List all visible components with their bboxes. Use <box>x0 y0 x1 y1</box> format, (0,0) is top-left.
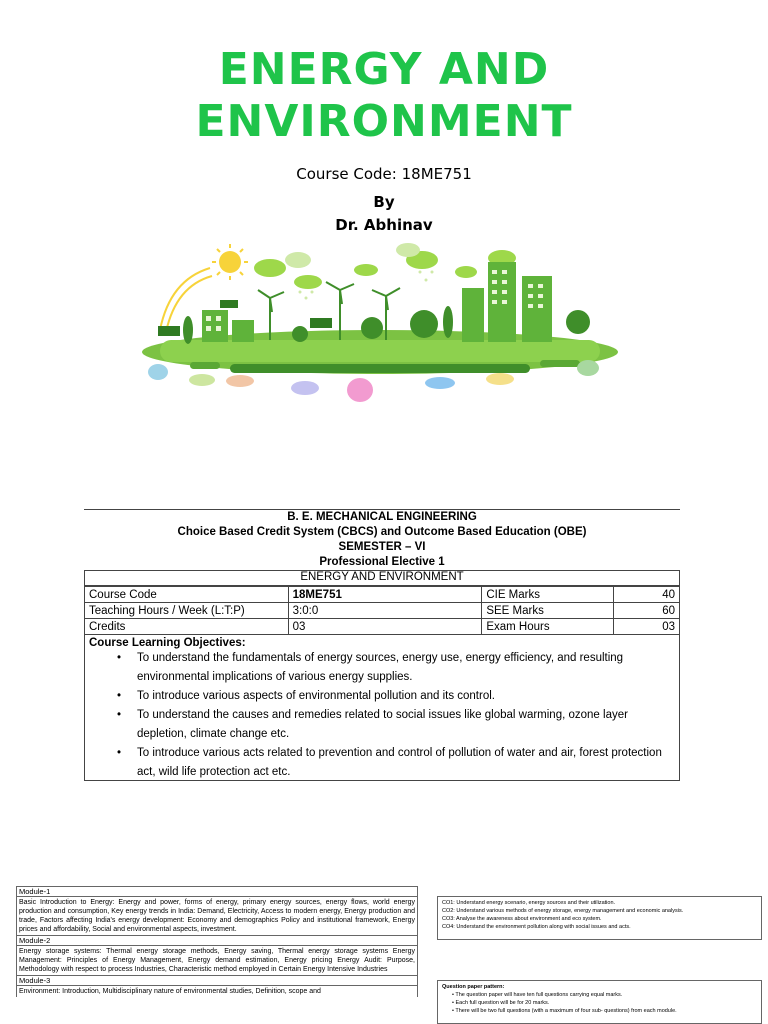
list-item: • There will be two full questions (with a maximum of four sub- questions) from each module. <box>452 1007 757 1015</box>
learning-objectives <box>84 635 680 781</box>
title-line-2: ENVIRONMENT <box>195 96 573 147</box>
semester: SEMESTER – VI <box>338 541 426 553</box>
list-item: • To introduce various acts related to prevention and control of pollution of water and air, forest protection act, wild life protection act etc. <box>117 744 675 782</box>
table-cell: 3:0:0 <box>288 603 482 619</box>
eco-city-illustration <box>140 240 620 410</box>
objectives-title: Course Learning Objectives: <box>89 637 246 649</box>
list-item: • The question paper will have ten full questions carrying equal marks. <box>452 991 757 999</box>
course-code: Course Code: 18ME751 <box>296 165 472 183</box>
list-item: • To understand the fundamentals of energy sources, energy use, energy efficiency, and resulting environmental implications of various energy supplies. <box>117 649 675 687</box>
table-cell: Course Code <box>85 587 289 603</box>
table-cell: 03 <box>614 619 680 635</box>
table-row <box>85 619 680 635</box>
qp-title: Question paper pattern: <box>442 984 505 990</box>
list-item: • To understand the causes and remedies related to social issues like global warming, ozone layer depletion, climate change etc. <box>117 706 675 744</box>
module-body: Environment: Introduction, Multidisciplinary nature of environmental studies, Definition, scope and <box>16 986 418 997</box>
elective: Professional Elective 1 <box>319 556 445 568</box>
list-item: CO1: Understand energy scenario, energy sources and their utilization. <box>442 900 616 906</box>
syllabus-table <box>84 509 680 787</box>
table-cell: Credits <box>85 619 289 635</box>
table-row <box>85 603 680 619</box>
scheme-name: Choice Based Credit System (CBCS) and Outcome Based Education (OBE) <box>177 526 587 538</box>
list-item: • Each full question will be for 20 marks. <box>452 999 757 1007</box>
question-paper-pattern <box>437 980 762 1024</box>
course-info-table <box>84 586 680 635</box>
list-item: CO3: Analyse the awareness about environment and eco system. <box>442 916 602 922</box>
title-line-1: ENERGY AND <box>218 44 550 95</box>
list-item: • To introduce various aspects of environmental pollution and its control. <box>117 687 675 706</box>
table-row <box>85 587 680 603</box>
by-label: By <box>373 193 395 211</box>
module-heading: Module-1 <box>16 886 418 897</box>
table-cell: Exam Hours <box>482 619 614 635</box>
module-heading: Module-3 <box>16 975 418 986</box>
table-cell: CIE Marks <box>482 587 614 603</box>
table-cell: 60 <box>614 603 680 619</box>
table-cell: 40 <box>614 587 680 603</box>
modules-table <box>16 886 418 997</box>
course-outcomes <box>437 896 762 940</box>
author-name: Dr. Abhinav <box>335 216 433 234</box>
list-item: CO2: Understand various methods of energy storage, energy management and economic analysis. <box>442 908 684 914</box>
module-body: Basic Introduction to Energy: Energy and power, forms of energy, primary energy sources, energy flows, world energy production and consumption, Key energy trends in India: Demand, Electricity, Access to modern energy, Energy production and trade, Factors affecting India's energy development: Economy and demographics Policy and institutional framework, Energy prices and affordability, Social and environmental aspects, investment. <box>16 897 418 935</box>
module-heading: Module-2 <box>16 935 418 946</box>
table-cell: SEE Marks <box>482 603 614 619</box>
table-cell: 03 <box>288 619 482 635</box>
module-body: Energy storage systems: Thermal energy storage methods, Energy saving, Thermal energy storage systems Energy Management: Principles of Energy Management, Energy demand estimation, Energy pricing Energy Audit: Purpose, Methodology with respect to process Industries, Characteristic method employed in Certain Energy Intensive Industries <box>16 946 418 975</box>
table-cell: 18ME751 <box>288 587 482 603</box>
list-item: CO4: Understand the environment pollution along with social issues and acts. <box>442 924 631 930</box>
program-name: B. E. MECHANICAL ENGINEERING <box>287 511 477 523</box>
subject-name: ENERGY AND ENVIRONMENT <box>84 570 680 586</box>
table-cell: Teaching Hours / Week (L:T:P) <box>85 603 289 619</box>
